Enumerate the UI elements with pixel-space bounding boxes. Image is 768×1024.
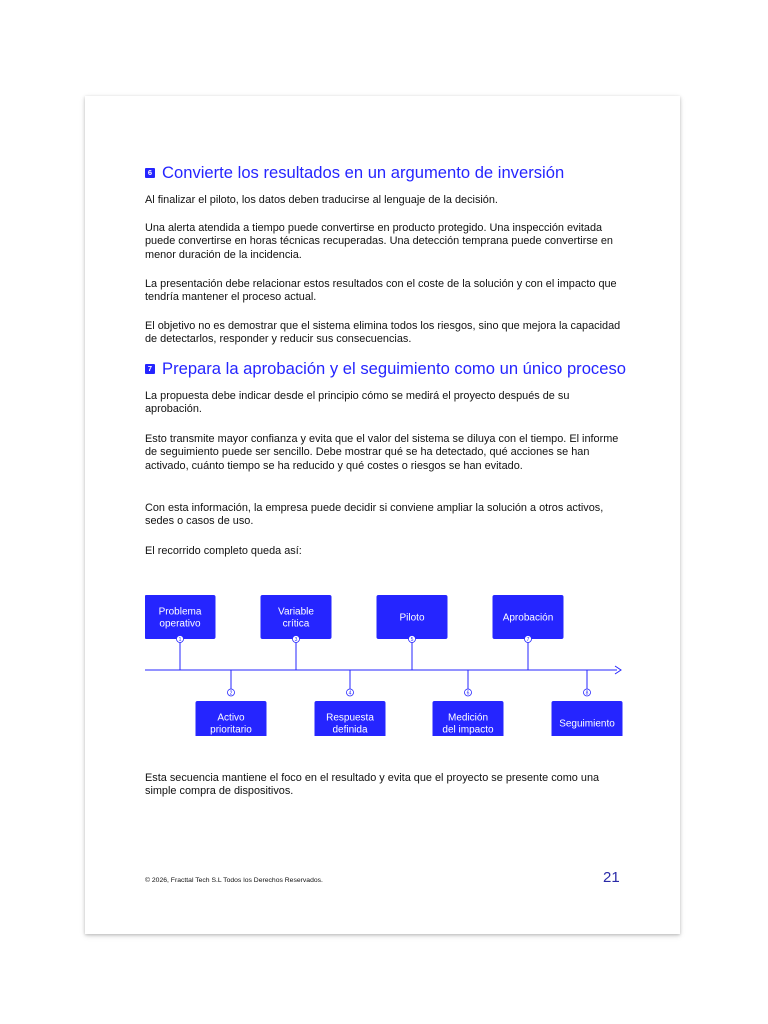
section-7-paragraph-3: Con esta información, la empresa puede decidir si conviene ampliar la solución a otros activos, sedes o casos de uso. <box>145 502 604 528</box>
timeline-step-6-number: 6 <box>466 690 470 697</box>
timeline-step-3-number: 3 <box>294 636 298 643</box>
section-7-paragraph-2: Esto transmite mayor confianza y evita que el valor del sistema se diluya con el tiempo. El informe de seguimiento puede ser sencillo. Debe mostrar qué se ha detectado, qué acciones se han activado, cuánto tiempo se ha reducido y qué costes o riesgos se han evitado. <box>145 433 619 472</box>
timeline-step-7-number: 7 <box>526 636 530 643</box>
process-timeline-diagram <box>145 586 625 736</box>
timeline-step-8-number: 8 <box>585 690 589 697</box>
timeline-step-1-number: 1 <box>178 636 182 643</box>
page-number: 21 <box>603 869 620 886</box>
section-7-paragraph-1: La propuesta debe indicar desde el principio cómo se medirá el proyecto después de su aprobación. <box>145 390 570 416</box>
timeline-step-2-label: Activo <box>217 712 245 724</box>
timeline-step-4-label: Respuesta <box>326 712 374 724</box>
section-6-paragraph-3: La presentación debe relacionar estos resultados con el coste de la solución y con el impacto que tendría mantener el proceso actual. <box>145 278 617 304</box>
timeline-step-1-label: Problema <box>158 606 202 618</box>
section-6-paragraph-4: El objetivo no es demostrar que el sistema elimina todos los riesgos, sino que mejora la capacidad de detectarlos, responder y reducir sus consecuencias. <box>145 320 621 346</box>
section-7-paragraph-4: El recorrido completo queda así: <box>145 545 302 557</box>
timeline-step-3-label: crítica <box>282 618 310 630</box>
timeline-step-6-label: del impacto <box>442 724 494 736</box>
section-6-paragraph-1: Al finalizar el piloto, los datos deben traducirse al lenguaje de la decisión. <box>145 194 498 206</box>
section-6-number-badge: 6 <box>145 168 155 178</box>
timeline-step-5-label: Piloto <box>399 612 425 624</box>
footer-copyright: © 2026, Fracttal Tech S.L Todos los Derechos Reservados. <box>145 877 323 884</box>
timeline-step-6-label: Medición <box>447 712 489 724</box>
timeline-step-4-label: definida <box>332 724 368 736</box>
closing-paragraph: Esta secuencia mantiene el foco en el resultado y evita que el proyecto se presente como una simple compra de dispositivos. <box>145 772 600 798</box>
section-6-heading <box>145 163 564 183</box>
timeline-step-4-number: 4 <box>348 690 352 697</box>
timeline-step-2-number: 2 <box>229 690 233 697</box>
timeline-step-2-label: prioritario <box>210 724 252 736</box>
section-7-number-badge: 7 <box>145 364 155 374</box>
timeline-step-3-label: Variable <box>278 606 314 618</box>
section-6-title: Convierte los resultados en un argumento de inversión <box>162 163 565 182</box>
timeline-step-7-label: Aprobación <box>502 612 554 624</box>
section-6-paragraph-2: Una alerta atendida a tiempo puede convertirse en producto protegido. Una inspección evitada puede convertirse en horas técnicas recuperadas. Una detección temprana puede convertirse en menor duración de la incidencia. <box>145 222 613 261</box>
timeline-step-8-label: Seguimiento <box>559 718 615 730</box>
section-7-heading <box>145 359 626 379</box>
timeline-step-1-label: operativo <box>159 618 201 630</box>
document-page <box>85 96 680 934</box>
timeline-step-5-number: 5 <box>410 636 414 643</box>
section-7-title: Prepara la aprobación y el seguimiento como un único proceso <box>162 359 626 378</box>
